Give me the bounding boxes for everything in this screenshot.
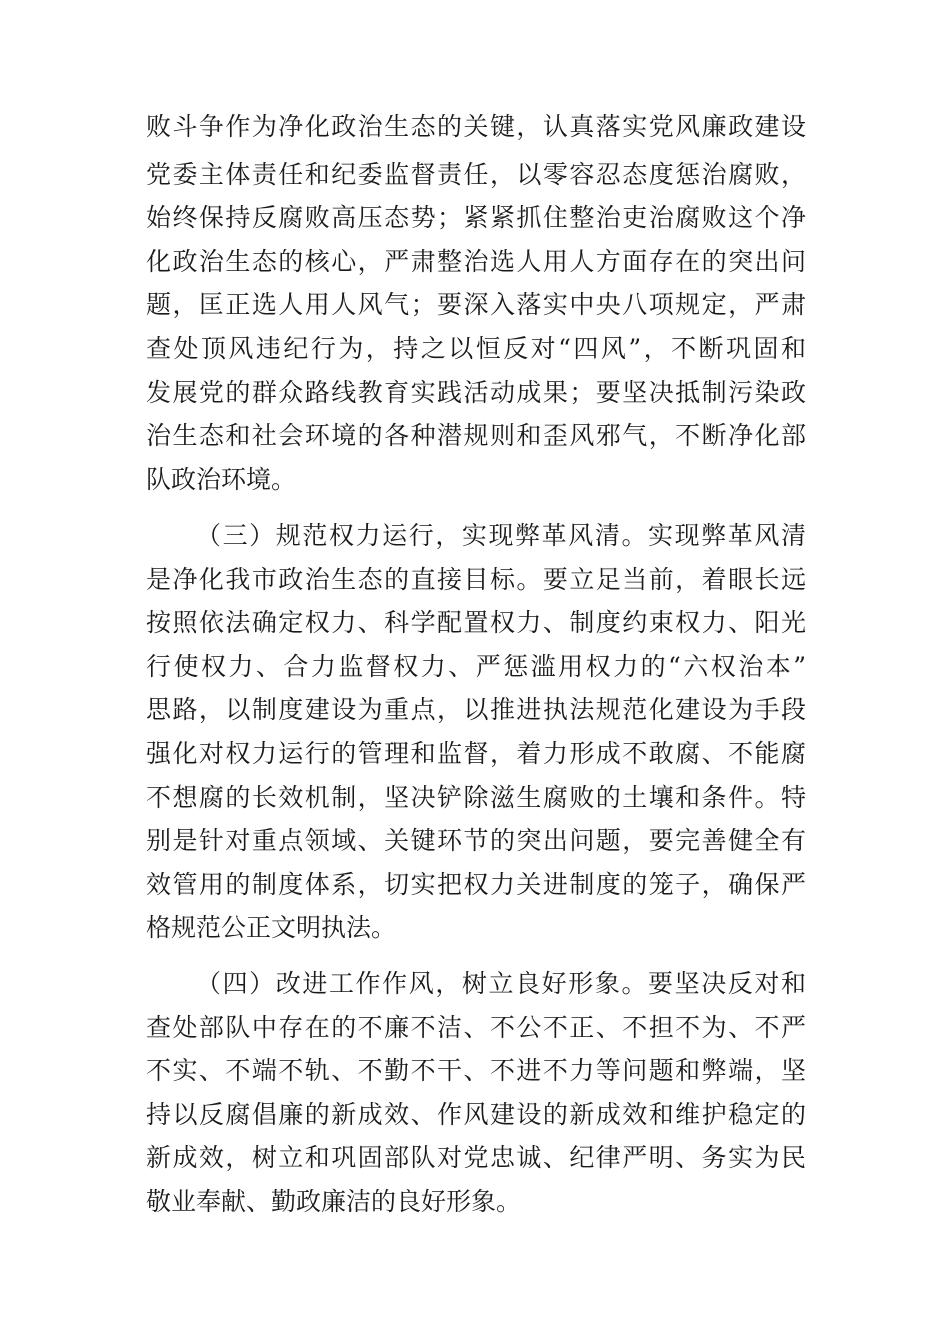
text-line: 治生态和社会环境的各种潜规则和歪风邪气，不断净化部	[146, 421, 806, 450]
text-line: 思路，以制度建设为重点，以推进执法规范化建设为手段	[146, 695, 806, 724]
text-line: 强化对权力运行的管理和监督，着力形成不敢腐、不能腐	[146, 739, 806, 768]
text-line: 持以反腐倡廉的新成效、作风建设的新成效和维护稳定的	[146, 1100, 806, 1129]
text-line: 败斗争作为净化政治生态的关键，认真落实党风廉政建设	[146, 112, 806, 141]
text-line: 格规范公正文明执法。	[146, 913, 397, 942]
section-heading-line: （四）改进工作作风，树立良好形象。要坚决反对和	[196, 969, 806, 998]
text-line: 题，匡正选人用人风气；要深入落实中央八项规定，严肃	[146, 290, 806, 319]
section-heading-line: （三）规范权力运行，实现弊革风清。实现弊革风清	[196, 521, 806, 550]
text-line: 队政治环境。	[146, 465, 297, 494]
text-line: 别是针对重点领域、关键环节的突出问题，要完善健全有	[146, 826, 806, 855]
text-line: 不想腐的长效机制，坚决铲除滋生腐败的土壤和条件。特	[146, 783, 806, 812]
text-line: 始终保持反腐败高压态势；紧紧抓住整治吏治腐败这个净	[146, 203, 806, 232]
text-line: 不实、不端不轨、不勤不干、不进不力等问题和弊端，坚	[146, 1056, 806, 1085]
text-line: 是净化我市政治生态的直接目标。要立足当前，着眼长远	[146, 565, 806, 594]
text-line: 查处顶风违纪行为，持之以恒反对“四风”，不断巩固和	[146, 334, 806, 363]
text-line: 敬业奉献、勤政廉洁的良好形象。	[146, 1187, 522, 1216]
text-line: 行使权力、合力监督权力、严惩滥用权力的“六权治本”	[146, 652, 806, 681]
text-line: 效管用的制度体系，切实把权力关进制度的笼子，确保严	[146, 870, 806, 899]
text-line: 发展党的群众路线教育实践活动成果；要坚决抵制污染政	[146, 378, 806, 407]
text-line: 化政治生态的核心，严肃整治选人用人方面存在的突出问	[146, 247, 806, 276]
text-line: 党委主体责任和纪委监督责任，以零容忍态度惩治腐败，	[146, 160, 806, 189]
text-line: 按照依法确定权力、科学配置权力、制度约束权力、阳光	[146, 608, 806, 637]
text-line: 新成效，树立和巩固部队对党忠诚、纪律严明、务实为民	[146, 1143, 806, 1172]
text-line: 查处部队中存在的不廉不洁、不公不正、不担不为、不严	[146, 1013, 806, 1042]
